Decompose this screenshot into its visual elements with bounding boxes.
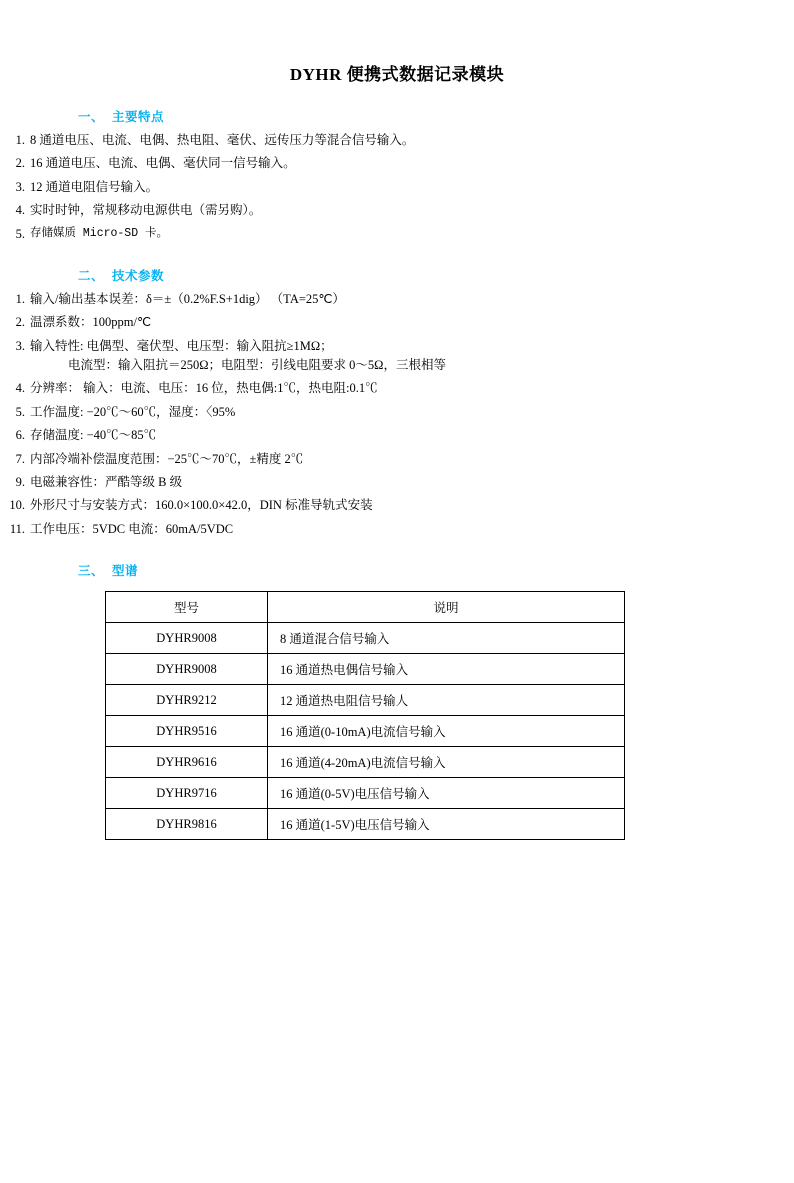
section-heading-features [78,107,794,125]
section-number: 二、 [78,268,105,283]
list-item [0,426,794,445]
table-row [106,716,625,747]
table-row [106,809,625,840]
table-body [106,623,625,840]
table-row [106,685,625,716]
list-item-number: 7. [15,451,25,466]
list-item-text: 工作温度: −20℃～60℃，湿度：〈95% [30,404,236,419]
features-list [0,131,794,244]
list-item [0,520,794,539]
list-item [0,178,794,197]
list-item [0,313,794,332]
table-row [106,747,625,778]
list-item [0,496,794,515]
list-item [0,201,794,220]
list-item-number: 1. [15,291,25,306]
cell-description: 16 通道(1-5V)电压信号输入 [268,809,625,840]
table-row [106,778,625,809]
cell-description: 8 通道混合信号输入 [268,623,625,654]
section-title: 技术参数 [112,268,165,283]
table-header [106,592,625,623]
list-item-text: 内部冷端补偿温度范围：−25℃～70℃，±精度 2℃ [30,451,304,466]
section-number: 一、 [78,110,105,124]
list-item-number: 10. [9,498,25,513]
column-header-model: 型号 [106,592,268,623]
cell-description: 12 通道热电阻信号输人 [268,685,625,716]
list-item [0,450,794,469]
list-item-number: 5. [15,226,25,241]
list-item-text: 温漂系数：100ppm/℃ [30,315,151,330]
list-item [0,379,794,398]
cell-model: DYHR9716 [106,778,268,809]
list-item [0,337,794,376]
list-item-number: 5. [15,404,25,419]
list-item-text: 16 通道电压、电流、电偶、毫伏同一信号输入。 [30,156,296,171]
list-item-number: 4. [15,203,25,218]
list-item-text: 12 通道电阻信号输入。 [30,179,159,194]
list-item [0,131,794,150]
cell-description: 16 通道(0-10mA)电流信号输入 [268,716,625,747]
list-item-number: 2. [15,156,25,171]
list-item-number: 3. [15,179,25,194]
list-item-text: 存储媒质 Micro-SD 卡。 [30,226,169,240]
list-item-text: 外形尺寸与安装方式：160.0×100.0×42.0，DIN 标准导轨式安装 [30,498,373,513]
document-page [0,60,794,1183]
section-number: 三、 [78,564,105,578]
list-item [0,473,794,492]
page-title: DYHR 便携式数据记录模块 [289,65,505,84]
list-item-text: 存储温度: −40℃～85℃ [30,428,157,443]
list-item-text: 输入/输出基本误差：δ＝±（0.2%F.S+1dig） （TA=25℃） [30,291,345,306]
cell-description: 16 通道(4-20mA)电流信号输入 [268,747,625,778]
specs-list [0,290,794,539]
list-item-text: 8 通道电压、电流、电偶、热电阻、毫伏、远传压力等混合信号输入。 [30,133,415,147]
table-row [106,654,625,685]
cell-model: DYHR9212 [106,685,268,716]
cell-model: DYHR9008 [106,654,268,685]
list-item-text: 工作电压：5VDC 电流：60mA/5VDC [30,521,234,536]
page-bottom-spacer [0,840,794,880]
list-item-number: 11. [9,521,25,536]
list-item [0,290,794,309]
list-item [0,225,794,244]
cell-model: DYHR9616 [106,747,268,778]
list-item-number: 4. [15,381,25,396]
cell-model: DYHR9516 [106,716,268,747]
list-item-number: 6. [15,428,25,443]
section-heading-specs [78,266,794,284]
list-item [0,403,794,422]
model-table [105,591,625,840]
list-item-text: 输入特性: 电偶型、毫伏型、电压型：输入阻抗≥1MΩ； [30,338,333,353]
list-item-number: 9. [15,474,25,489]
table-row [106,623,625,654]
list-item-text: 实时时钟，常规移动电源供电（需另购）。 [30,203,262,218]
list-item-number: 2. [15,315,25,330]
cell-description: 16 通道热电偶信号输入 [268,654,625,685]
cell-model: DYHR9008 [106,623,268,654]
list-item-number: 1. [15,133,25,147]
list-item-text: 电磁兼容性：严酷等级 B 级 [30,474,183,489]
table-header-row [106,592,625,623]
cell-model: DYHR9816 [106,809,268,840]
list-item-number: 3. [15,338,25,353]
column-header-description: 说明 [268,592,625,623]
list-item [0,154,794,173]
list-item-text: 分辨率： 输入：电流、电压：16 位，热电偶:1℃，热电阻:0.1℃ [30,381,378,396]
section-title: 主要特点 [112,110,165,124]
cell-description: 16 通道(0-5V)电压信号输入 [268,778,625,809]
section-heading-models [78,561,794,579]
section-title: 型谱 [112,564,139,578]
list-item-subtext: 电流型：输入阻抗＝250Ω；电阻型：引线电阻要求 0～5Ω，三根相等 [68,358,446,372]
